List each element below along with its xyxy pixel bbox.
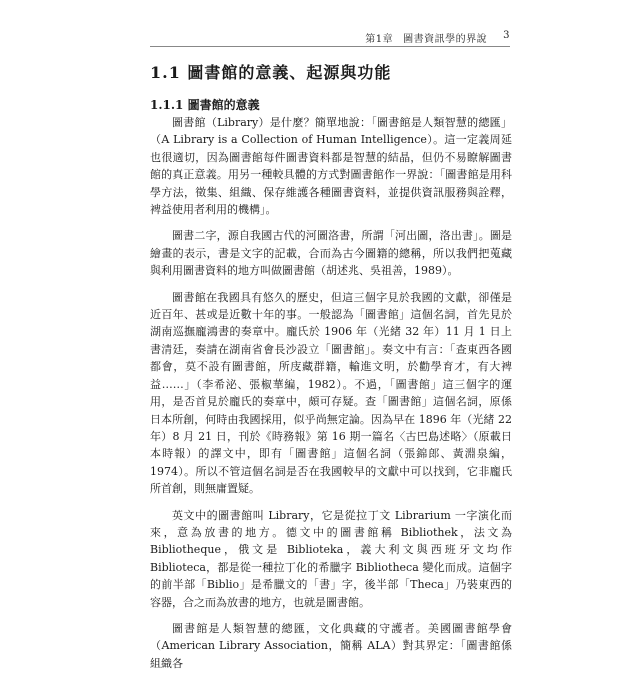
chapter-title: 圖書資訊學的界說	[403, 34, 488, 45]
section-heading: 1.1 圖書館的意義、起源與功能	[150, 63, 392, 82]
paragraph-1: 圖書館（Library）是什麼？簡單地說：「圖書館是人類智慧的總匯」（A Library is a Collection of Human Intelligence）。這一定義周延也很適切，因為圖書館每件圖書資料都是智慧的結晶，但仍不易瞭解圖書館的真正意義。用另一種較具體的方式對圖書館作一界說：「圖書館是用科學方法，徵集、組織、保存維護各種圖書資料，並提供資訊服務與詮釋，裨益使用者利用的機構」。	[150, 116, 512, 217]
subsection-heading: 1.1.1 圖書館的意義	[150, 98, 260, 112]
page-number: 3	[503, 30, 510, 41]
chapter-number: 第1章	[365, 34, 394, 45]
paragraph-5: 圖書館是人類智慧的總匯，文化典藏的守護者。美國圖書館學會（American Library Association，簡稱 ALA）對其界定：「圖書館係組織各	[150, 621, 512, 670]
paragraph-4: 英文中的圖書館叫 Library，它是從拉丁文 Librarium 一字演化而來，意為放書的地方。德文中的圖書館稱 Bibliothek，法文為 Bibliotheque，俄文是 Biblioteka，義大利文與西班牙文均作 Biblioteca，都是從一種拉丁化的希臘字 Bibliotheca 變化而成。這個字的前半部「Biblio」是希臘文的「書」字，後半部「Theca」乃裝東西的容器，合之而為放書的地方，也就是圖書館。	[150, 508, 512, 609]
paragraph-2: 圖書二字，源自我國古代的河圖洛書，所謂「河出圖，洛出書」。圖是繪畫的表示，書是文字的記載，合而為古今圖籍的總稱，所以我們把蒐藏與利用圖書資料的地方叫做圖書館（胡述兆、吳祖善，1989）。	[150, 229, 512, 278]
header-rule	[150, 46, 510, 47]
running-header	[150, 30, 510, 45]
body-text	[150, 114, 512, 681]
paragraph-3: 圖書館在我國具有悠久的歷史，但這三個字見於我國的文獻，卻僅是近百年、甚或是近數十年的事。一般認為「圖書館」這個名詞，首先見於湖南巡撫龐鴻書的奏章中。龐氏於 1906 年（光緒 32 年）11 月 1 日上書清廷，奏請在湖南省會長沙設立「圖書館」。奏文中有言：「查東西各國都會，莫不設有圖書館，所庋藏群籍，輸進文明，於勸學育才，有大裨益……」（李希泌、張椒華編，1982）。不過，「圖書館」這三個字的運用，是否首見於龐氏的奏章中，頗可存疑。查「圖書館」這個名詞，原係日本所創，何時由我國採用，似乎尚無定論。因為早在 1896 年（光緒 22 年）8 月 21 日，刊於《時務報》第 16 期一篇名〈古巴島述略〉（原載日本時報）的譯文中，即有「圖書館」這個名詞（張錦郎、黃淵泉編，1974）。所以不管這個名詞是否在我國較早的文獻中可以找到，它非龐氏所首創，則無庸置疑。	[150, 290, 512, 496]
